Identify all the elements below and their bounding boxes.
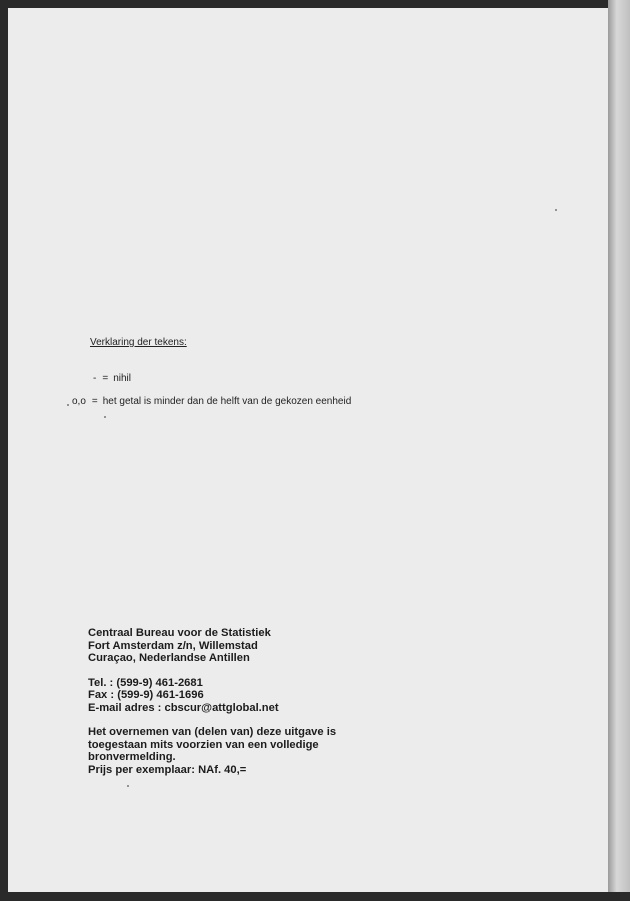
legend-equals: = — [91, 396, 98, 407]
scan-speck — [555, 209, 557, 211]
legend-equals: = — [102, 373, 109, 384]
publisher-tel: Tel. : (599-9) 461-2681 — [88, 676, 203, 689]
publisher-address-line1: Fort Amsterdam z/n, Willemstad — [88, 639, 258, 652]
scan-top-border — [0, 0, 630, 8]
spacer — [88, 665, 336, 677]
legend-item-half-unit — [72, 396, 351, 407]
scan-speck — [67, 404, 69, 406]
publisher-name: Centraal Bureau voor de Statistiek — [88, 627, 271, 639]
legend-meaning: nihil — [113, 373, 131, 384]
publisher-address-line2: Curaçao, Nederlandse Antillen — [88, 652, 250, 664]
legend-title: Verklaring der tekens: — [90, 337, 187, 348]
notice-line1: Het overnemen van (delen van) deze uitgave is — [88, 726, 337, 738]
spacer — [88, 714, 336, 726]
notice-line2: toegestaan mits voorzien van een volledige — [88, 738, 319, 751]
legend-item-nihil — [93, 373, 131, 384]
scan-speck — [127, 785, 129, 787]
scan-bottom-border — [0, 892, 630, 901]
publisher-fax: Fax : (599-9) 461-1696 — [88, 689, 204, 701]
publisher-email: E-mail adres : cbscur@attglobal.net — [88, 701, 279, 714]
legend-symbol: - — [93, 373, 97, 384]
legend-symbol: o,o — [72, 396, 86, 407]
page-edge-shadow — [608, 0, 630, 901]
publisher-block — [88, 627, 336, 776]
scan-speck — [104, 416, 106, 418]
notice-price: Prijs per exemplaar: NAf. 40,= — [88, 763, 247, 776]
notice-line3: bronvermelding. — [88, 751, 176, 763]
legend-meaning: het getal is minder dan de helft van de gekozen eenheid — [102, 396, 352, 407]
